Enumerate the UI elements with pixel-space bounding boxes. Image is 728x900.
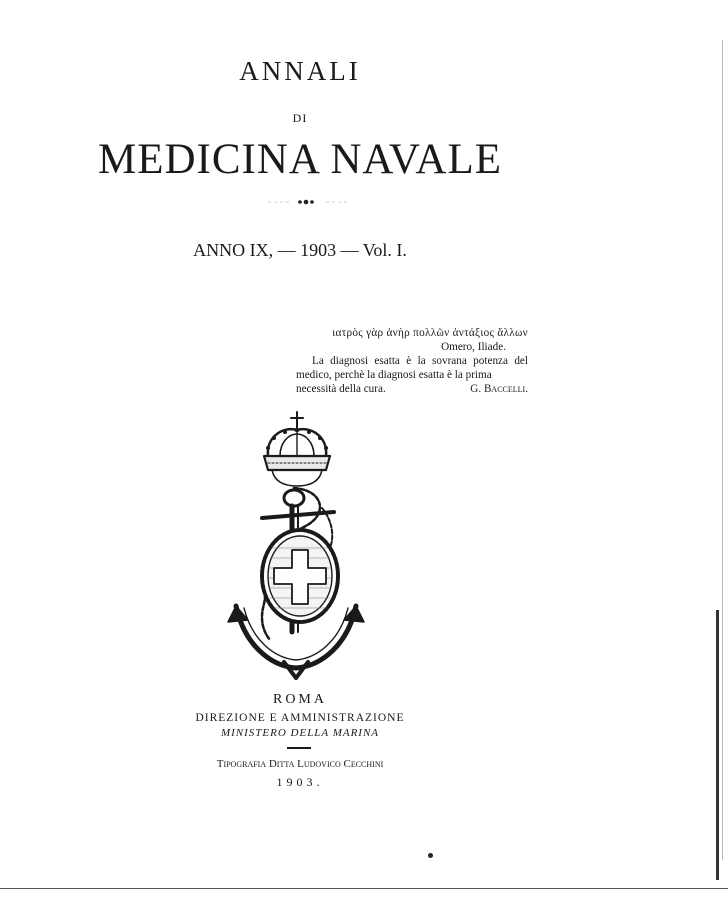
page-edge-line — [722, 40, 723, 860]
epigraph-greek: ιατρὸς γὰρ ἀνὴρ πολλῶν ἀντάξιος ἄλλων — [332, 327, 528, 339]
title-di: DI — [292, 111, 308, 125]
imprint-direction: DIREZIONE E AMMINISTRAZIONE — [195, 712, 405, 724]
imprint-rule — [287, 747, 311, 749]
title-medicina-navale: MEDICINA NAVALE — [97, 136, 502, 183]
imprint-city: ROMA — [272, 692, 327, 707]
imprint-printer: Tipografia Ditta Ludovico Cecchini — [216, 758, 384, 770]
volume-line: ANNO IX, — 1903 — Vol. I. — [193, 240, 407, 260]
epigraph-italian-author: G. Baccelli. — [470, 383, 528, 395]
ornament-icon — [268, 190, 348, 214]
epigraph-italian-quote-end: necessità della cura. — [296, 383, 386, 395]
epigraph — [296, 326, 528, 396]
epigraph-greek-author: Omero, Iliade. — [441, 341, 506, 353]
crowned-anchor-emblem-icon — [222, 408, 372, 680]
page-edge-shadow — [716, 610, 719, 880]
ink-spot — [428, 853, 433, 858]
imprint-ministry: MINISTERO DELLA MARINA — [220, 727, 380, 739]
title-annali: ANNALI — [239, 56, 361, 86]
imprint-year: 1903. — [276, 775, 324, 789]
epigraph-italian-quote: La diagnosi esatta è la sovrana potenza del medico, perchè la diagnosi esatta è la prima — [296, 355, 528, 381]
bottom-rule — [0, 888, 728, 889]
